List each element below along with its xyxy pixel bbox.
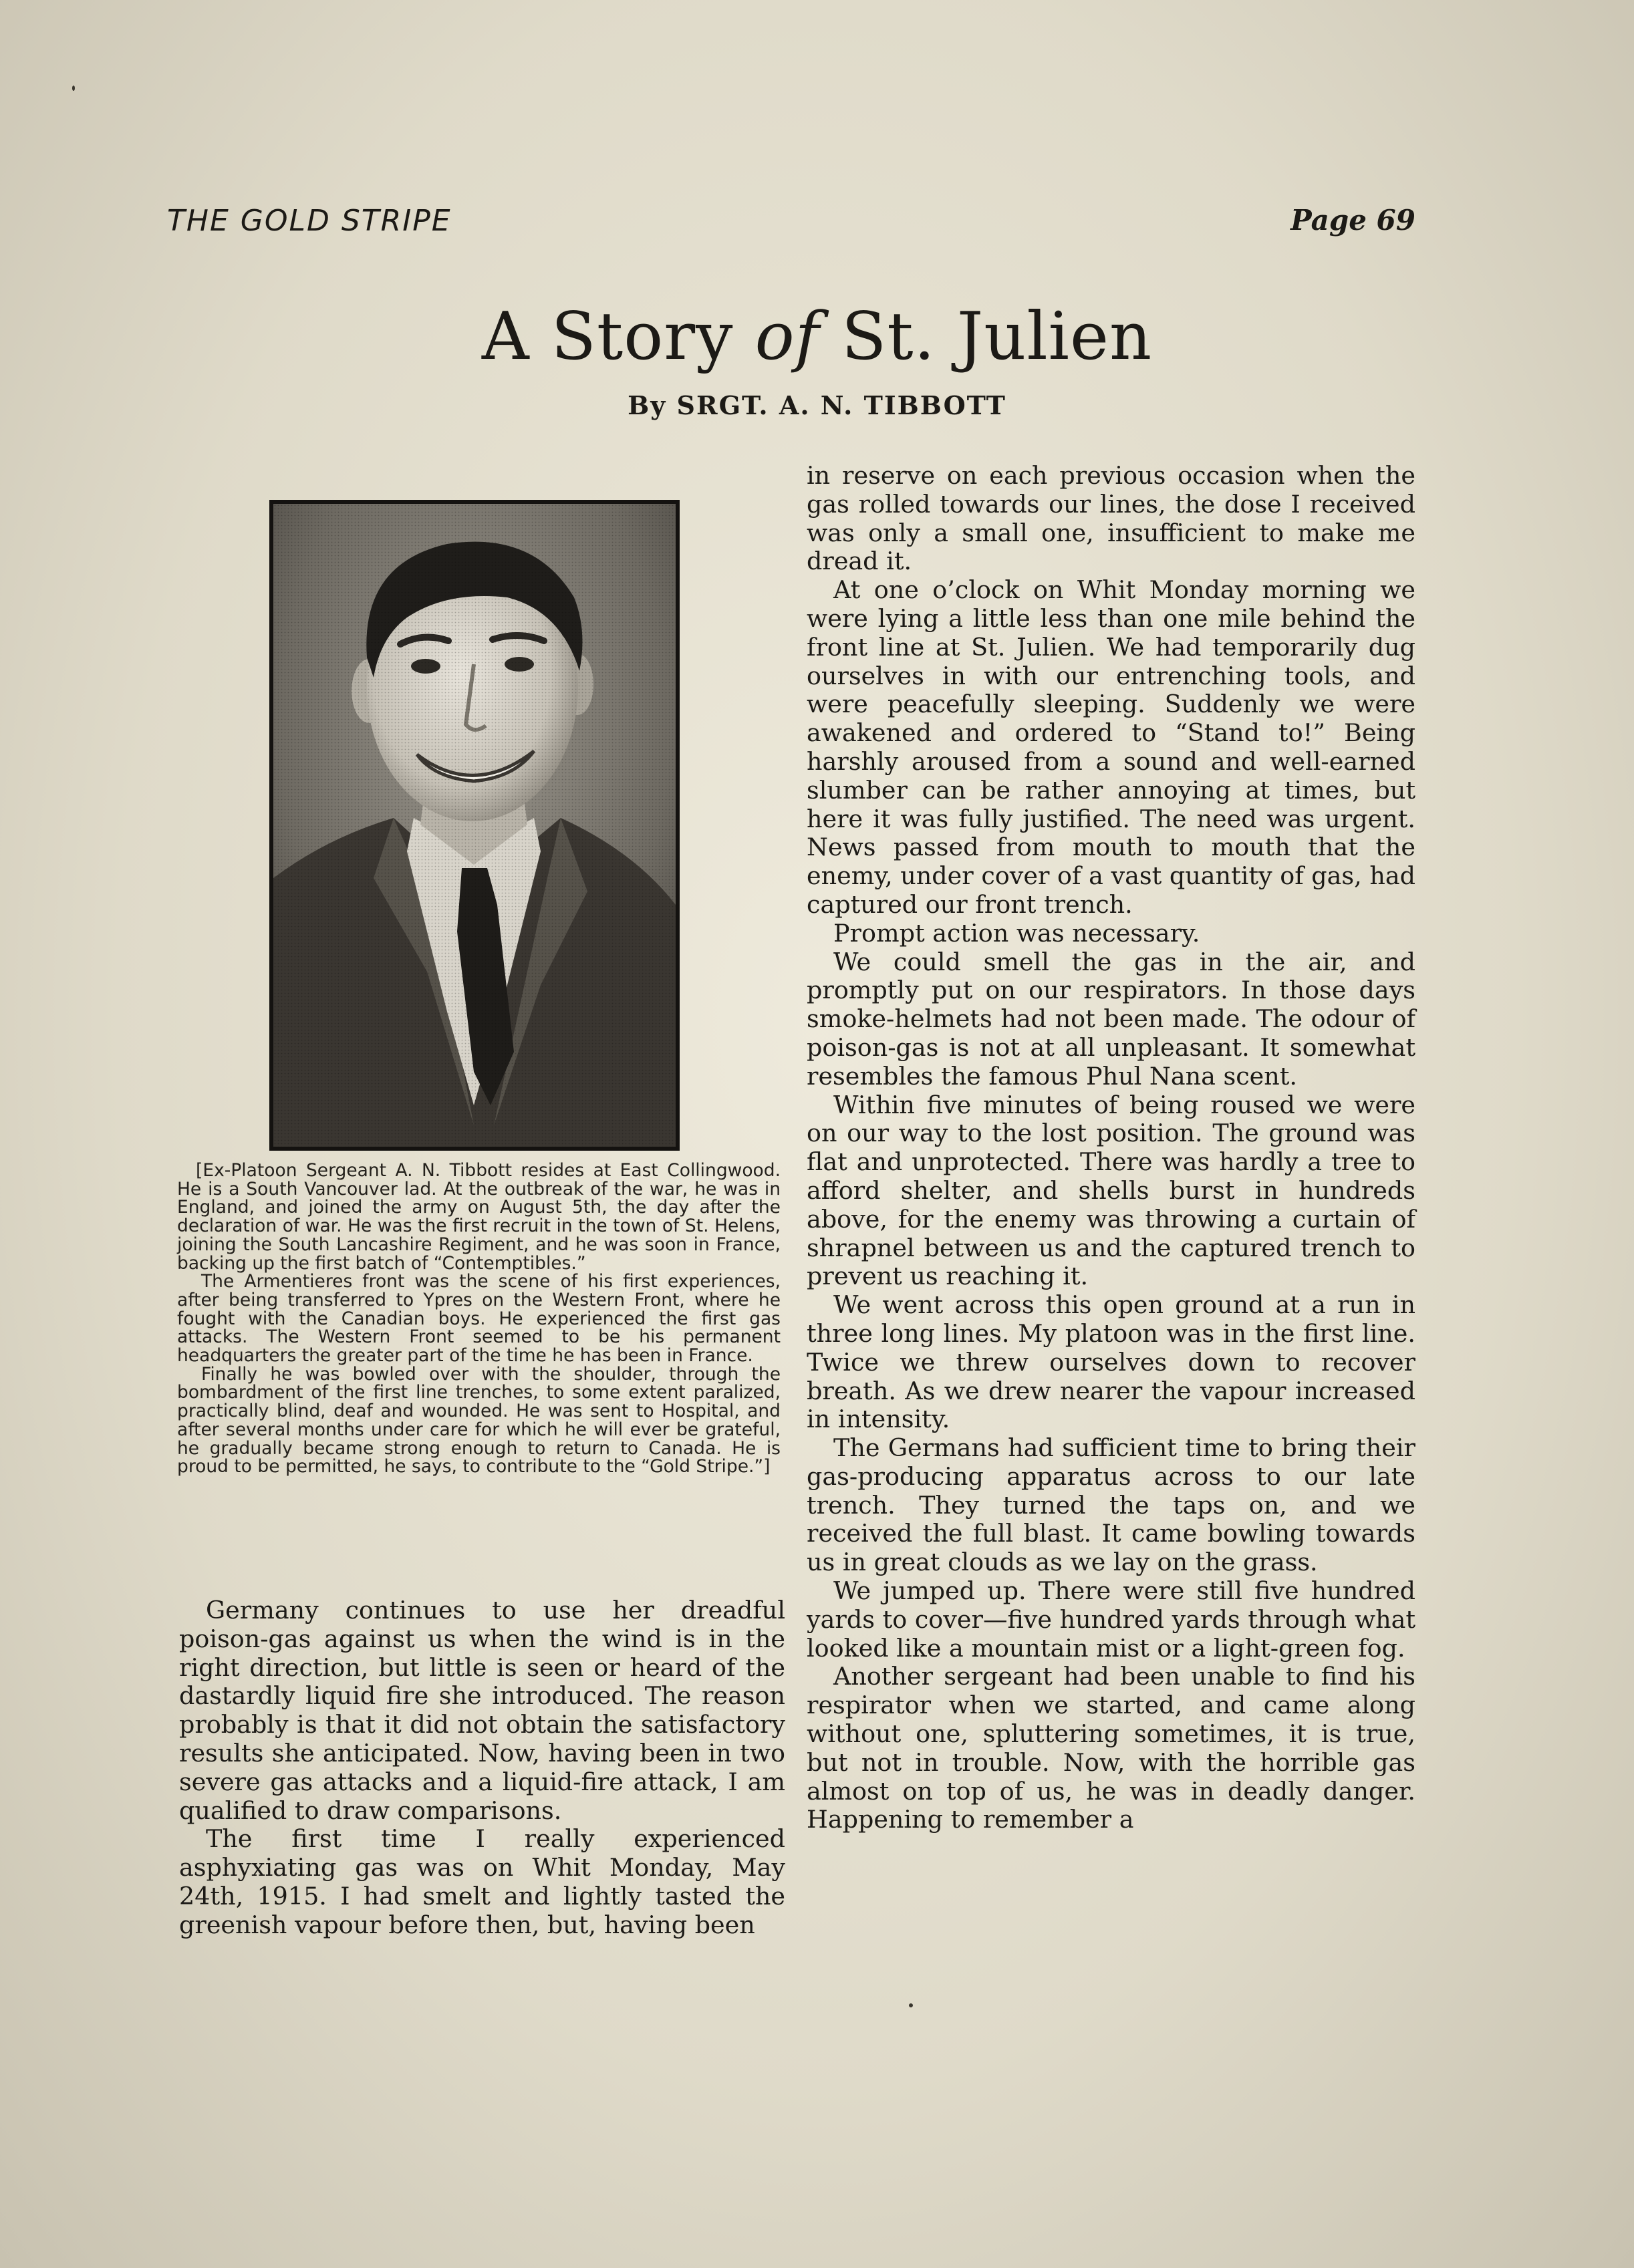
page-number: Page 69 [1290,204,1415,237]
title-part-1: A Story [481,299,755,375]
portrait-caption [177,1161,781,1476]
journal-name: THE GOLD STRIPE [167,204,452,238]
title-part-2: St. Julien [819,299,1153,375]
portrait-photo [273,504,676,1147]
body-paragraph: The Germans had sufficient time to bring their gas-producing apparatus across to our late trench. They turned the taps on, and we received the full blast. It came bowling towards us in great clouds as we lay on the grass. [807,1433,1415,1577]
author-portrait [269,500,680,1151]
caption-paragraph: [Ex-Platoon Sergeant A. N. Tibbott resides at East Collingwood. He is a South Vancouver lad. At the outbreak of the war, he was in England, and joined the army on August 5th, the day after the declaration of war. He was the first recruit in the town of St. Helens, joining the South Lancashire Regiment, and he was soon in France, backing up the first batch of “Contemptibles.” [177,1160,781,1274]
body-paragraph: Another sergeant had been unable to find his respirator when we started, and came along without one, spluttering sometimes, it is true, but not in trouble. Now, with the horrible gas almost on top of us, he was in deadly danger. Happening to remember a [807,1662,1415,1834]
left-column [179,1596,785,1940]
caption-paragraph: The Armentieres front was the scene of his first experiences, after being transferred to Ypres on the Western Front, where he fought with the Canadian boys. He experienced the first gas attacks. The Western Front seemed to be his permanent headquarters the greater part of the time he has been in France. [177,1271,781,1367]
body-paragraph: At one o’clock on Whit Monday morning we were lying a little less than one mile behind the front line at St. Julien. We had temporarily dug ourselves in with our entrenching tools, and were peacefully sleeping. Suddenly we were awakened and ordered to “Stand to!” Being harshly aroused from a sound and well-earned slumber can be rather annoying at times, but here it was fully justified. The need was urgent. News passed from mouth to mouth that the enemy, under cover of a vast quantity of gas, had captured our front trench. [807,575,1416,919]
paper-speck [72,86,75,91]
title-part-of: of [755,299,820,375]
body-paragraph: We went across this open ground at a run in three long lines. My platoon was in the first line. Twice we threw ourselves down to recover breath. As we drew nearer the vapour increased in intensity. [807,1290,1415,1434]
caption-paragraph: Finally he was bowled over with the shoulder, through the bombardment of the first line trenches, to some extent paralized, practically blind, deaf and wounded. He was sent to Hospital, and after several months under care for which he will ever be grateful, he gradually became strong enough to return to Canada. He is proud to be permitted, he says, to contribute to the “Gold Stripe.”] [177,1363,781,1477]
body-paragraph: Within five minutes of being roused we were on our way to the lost position. The ground was flat and unprotected. There was hardly a tree to afford shelter, and shells burst in hundreds above, for the enemy was throwing a curtain of shrapnel between us and the captured trench to prevent us reaching it. [807,1090,1415,1291]
body-paragraph: We jumped up. There were still five hundred yards to cover—five hundred yards through what looked like a mountain mist or a light-green fog. [807,1576,1415,1663]
body-paragraph: in reserve on each previous occasion when the gas rolled towards our lines, the dose I received was only a small one, insufficient to make me dread it. [807,461,1415,576]
body-paragraph: Prompt action was necessary. [833,918,1200,948]
article-title [0,299,1634,375]
paper-speck [909,2003,913,2007]
body-paragraph: Germany continues to use her dreadful poison-gas against us when the wind is in the right direction, but little is seen or heard of the dastardly liquid fire she introduced. The reason probably is that it did not obtain the satisfactory results she anticipated. Now, having been in two severe gas attacks and a liquid-fire attack, I am qualified to draw comparisons. [179,1596,785,1825]
body-paragraph: The first time I really experienced asphyxiating gas was on Whit Monday, May 24th, 1915. I had smelt and lightly tasted the greenish vapour before then, but, having been [179,1824,785,1939]
body-paragraph: We could smell the gas in the air, and promptly put on our respirators. In those days smoke-helmets had not been made. The odour of poison-gas is not at all unpleasant. It somewhat resembles the famous Phul Nana scent. [807,947,1415,1091]
right-column [807,462,1415,1834]
running-head [167,204,1415,244]
byline: By SRGT. A. N. TIBBOTT [628,390,1006,420]
